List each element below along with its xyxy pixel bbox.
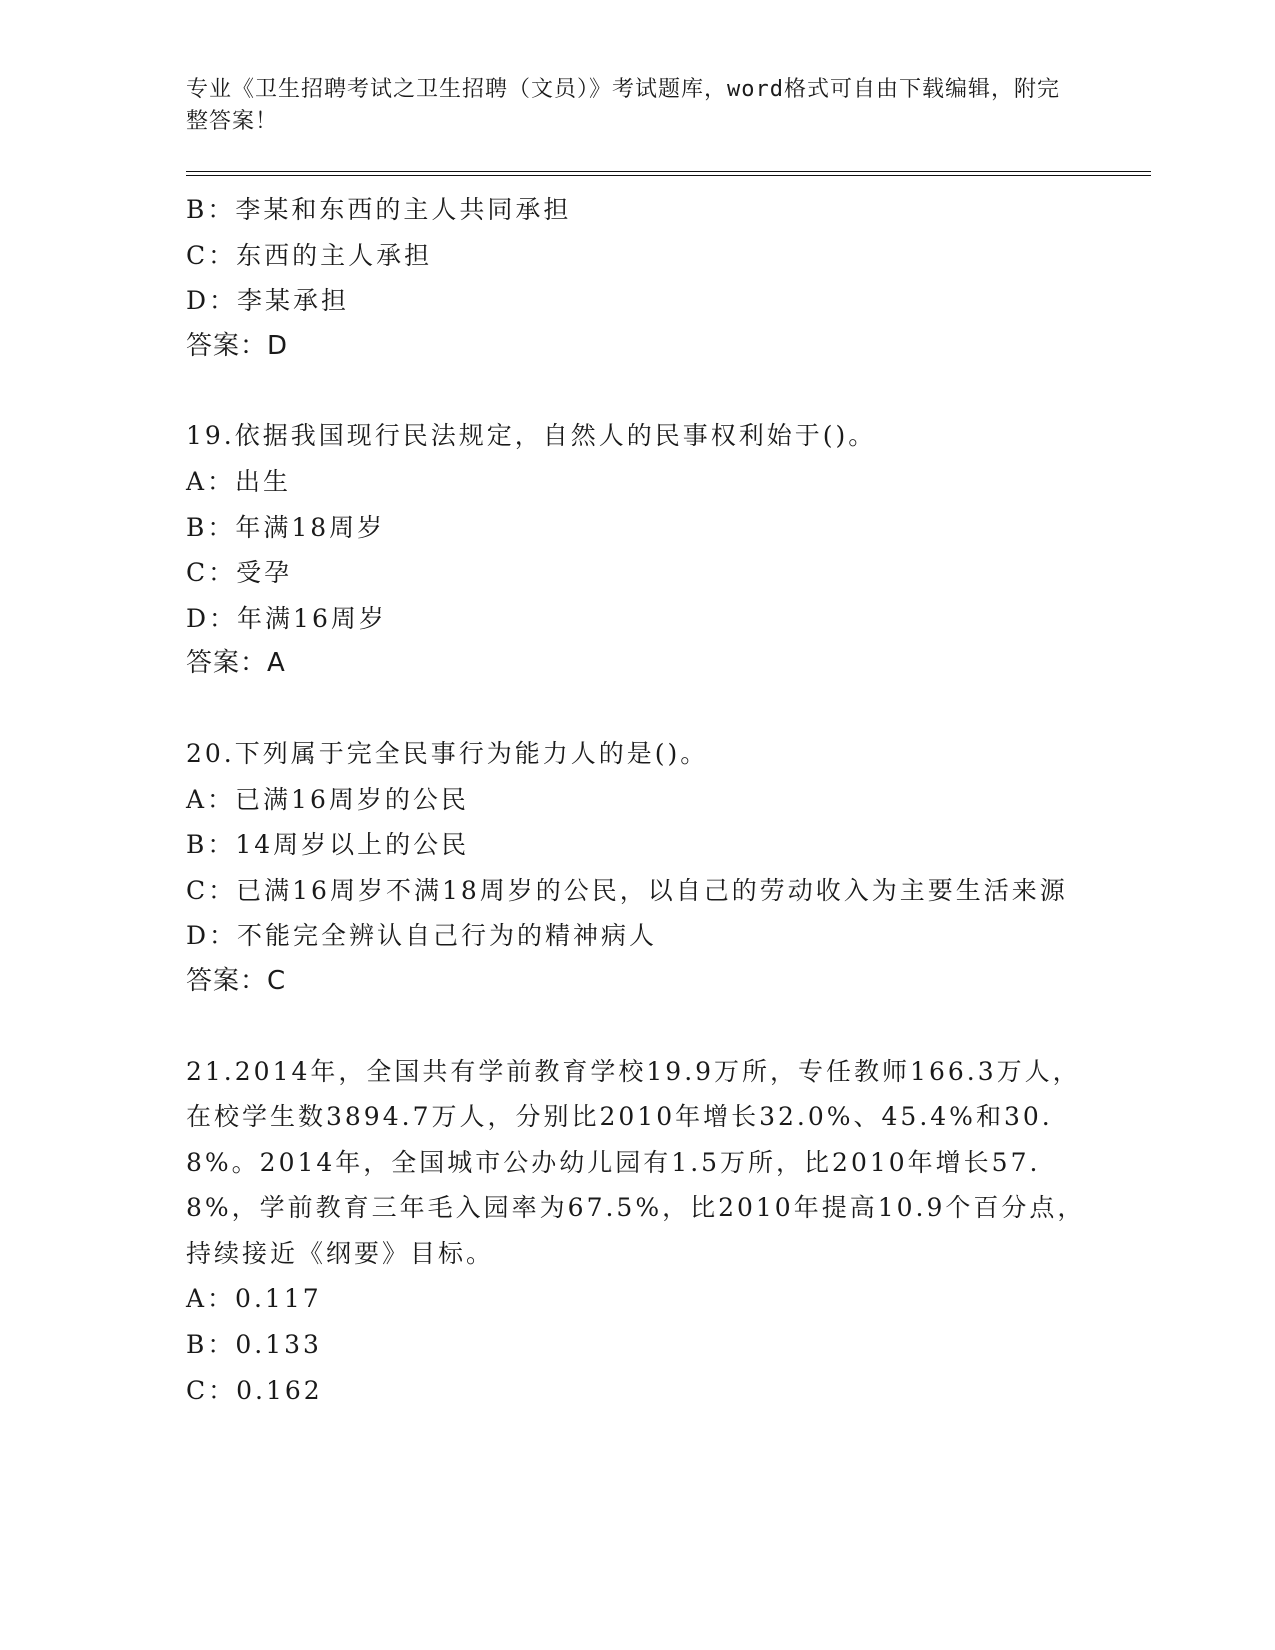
header-rule-bottom [186, 175, 1151, 176]
option-c: C：0.162 [186, 1375, 323, 1405]
document-header: 专业《卫生招聘考试之卫生招聘（文员）》考试题库，word格式可自由下载编辑，附完整答案！ [186, 77, 1060, 134]
option-c: C：东西的主人承担 [186, 240, 433, 270]
question-block [186, 1049, 1086, 1414]
option-b: B：0.133 [186, 1330, 322, 1360]
question-block [186, 187, 1086, 369]
option-a: A：已满16周岁的公民 [186, 784, 469, 814]
option-b: B：14周岁以上的公民 [186, 830, 470, 860]
option-a: A：0.117 [186, 1284, 322, 1314]
question-block [186, 731, 1086, 1005]
option-b: B：李某和东西的主人共同承担 [186, 195, 572, 224]
option-c: C：受孕 [186, 558, 293, 588]
question-list [186, 187, 1086, 1413]
question-stem: 19.依据我国现行民法规定，自然人的民事权利始于()。 [186, 421, 877, 451]
question-block [186, 413, 1086, 687]
option-d: D：李某承担 [186, 286, 350, 316]
header-rule-top [186, 171, 1151, 172]
option-d: D：不能完全辨认自己行为的精神病人 [186, 921, 658, 951]
question-stem: 21.2014年，全国共有学前教育学校19.9万所，专任教师166.3万人，在校学生数3894.7万人，分别比2010年增长32.0%、45.4%和30.8%。2014年，全国城市公办幼儿园有1.5万所，比2010年增长57.8%，学前教育三年毛入园率为67.5%，比2010年提高10.9个百分点，持续接近《纲要》目标。 [186, 1056, 1086, 1268]
question-stem: 20.下列属于完全民事行为能力人的是()。 [186, 738, 709, 768]
option-d: D：年满16周岁 [186, 603, 387, 633]
answer: 答案：D [186, 330, 289, 361]
option-b: B：年满18周岁 [186, 512, 386, 542]
answer: 答案：A [186, 648, 286, 679]
option-a: A：出生 [186, 466, 292, 496]
answer: 答案：C [186, 965, 287, 996]
option-c: C：已满16周岁不满18周岁的公民，以自己的劳动收入为主要生活来源 [186, 875, 1068, 905]
